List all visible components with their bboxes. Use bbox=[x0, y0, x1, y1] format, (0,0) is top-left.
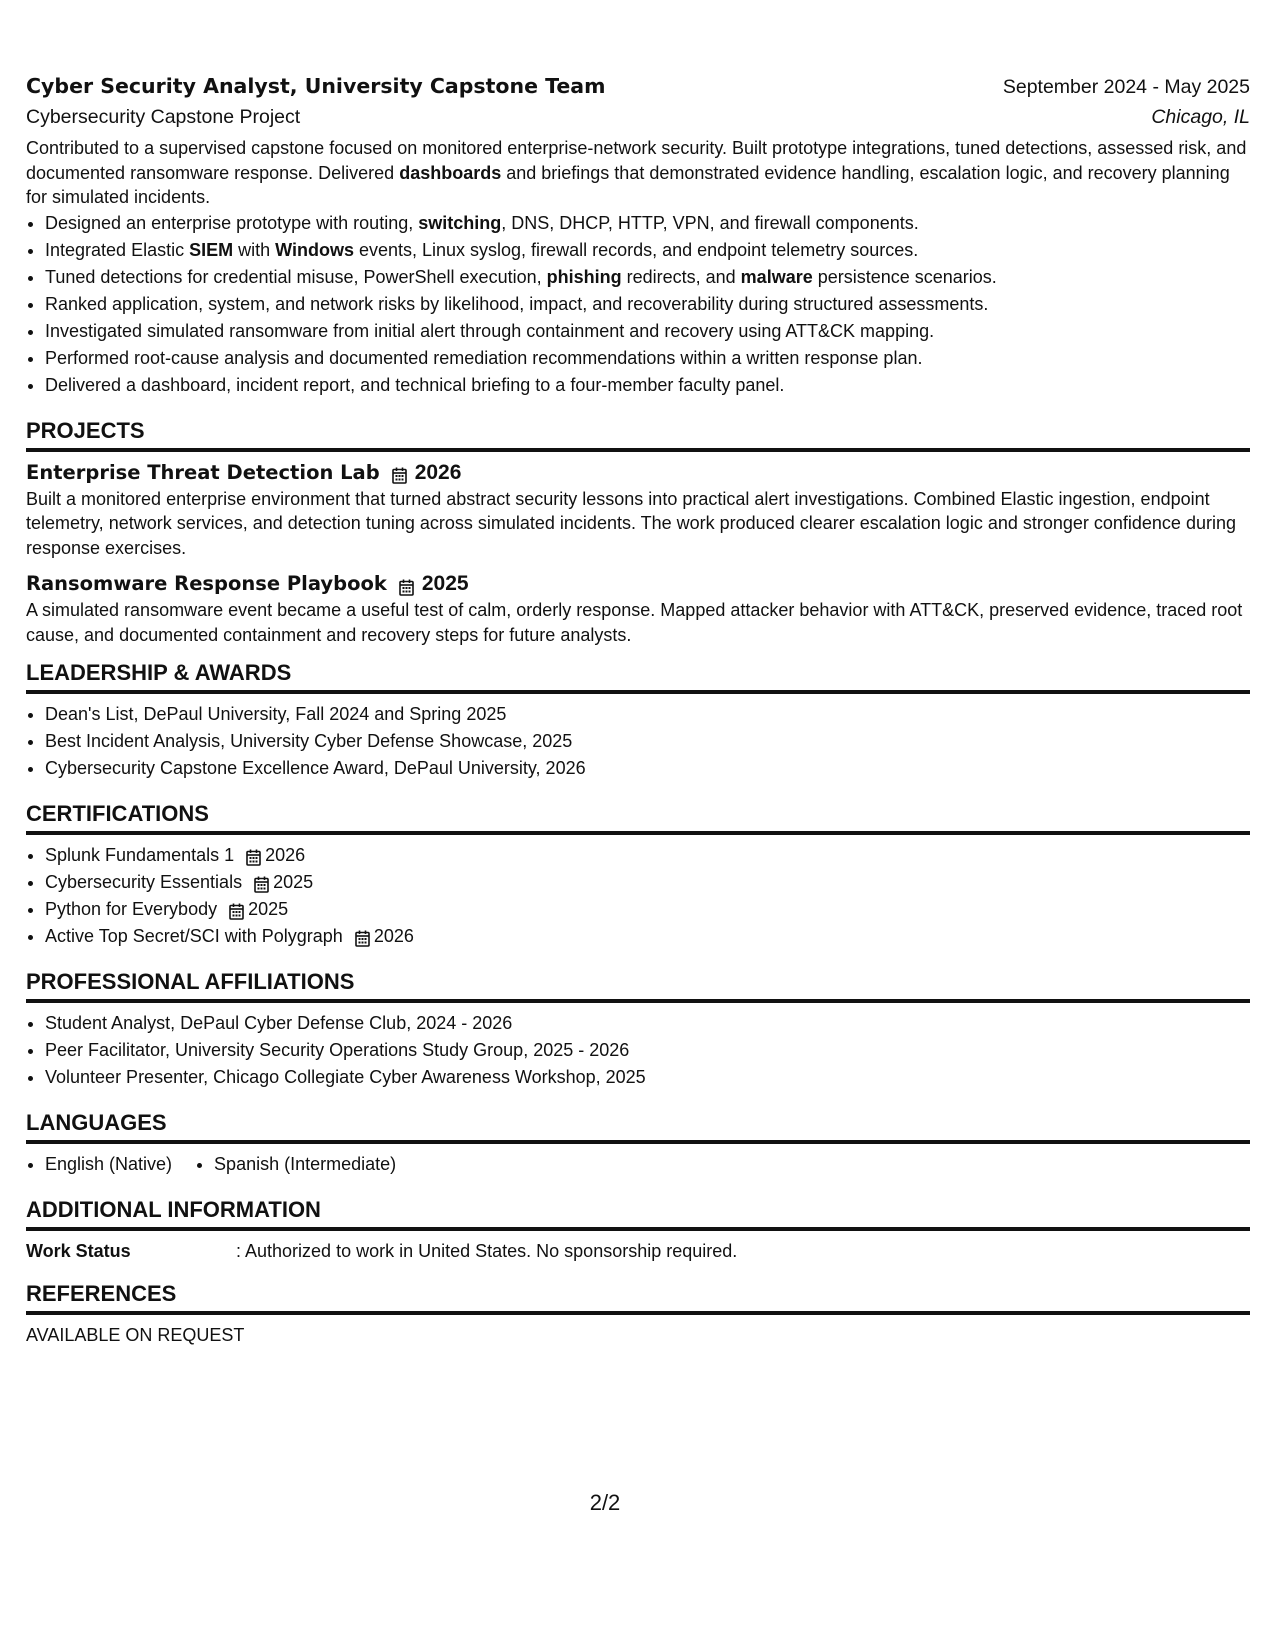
languages-list bbox=[26, 1151, 1250, 1178]
project-description: A simulated ransomware event became a useful test of calm, orderly response. Mapped attacker behavior with ATT&CK, preserved evidence, traced root cause, and documented containment and recovery steps for future analysts. bbox=[26, 600, 1243, 645]
calendar-icon bbox=[229, 901, 244, 918]
job-dates: September 2024 - May 2025 bbox=[1002, 76, 1250, 98]
project-entry bbox=[26, 570, 1250, 647]
list-item: • Cybersecurity Capstone Excellence Award, DePaul University, 2026 bbox=[45, 755, 1250, 782]
project-name: Ransomware Response Playbook bbox=[26, 572, 387, 595]
calendar-icon bbox=[399, 576, 414, 593]
work-status-label: Work Status bbox=[26, 1241, 131, 1261]
experience-subheader bbox=[26, 106, 1250, 129]
list-item: • Designed an enterprise prototype with routing, switching, DNS, DHCP, HTTP, VPN, and firewall components. bbox=[45, 210, 1250, 237]
certifications-section bbox=[26, 800, 1250, 950]
section-heading: LANGUAGES bbox=[26, 1109, 1250, 1144]
leadership-section bbox=[26, 659, 1250, 782]
references-text: AVAILABLE ON REQUEST bbox=[26, 1325, 245, 1345]
list-item: • Best Incident Analysis, University Cyber Defense Showcase, 2025 bbox=[45, 728, 1250, 755]
languages-section bbox=[26, 1109, 1250, 1178]
project-header bbox=[26, 459, 1250, 487]
cert-year: 2026 bbox=[373, 926, 414, 946]
projects-section bbox=[26, 417, 1250, 648]
project-header bbox=[26, 570, 1250, 598]
calendar-icon bbox=[254, 874, 269, 891]
job-subtitle: Cybersecurity Capstone Project bbox=[26, 106, 301, 128]
cert-name: • Splunk Fundamentals 1 bbox=[45, 845, 235, 865]
cert-name: • Active Top Secret/SCI with Polygraph bbox=[45, 926, 343, 946]
cert-year: 2026 bbox=[265, 845, 306, 865]
list-item: • Volunteer Presenter, Chicago Collegiate Cyber Awareness Workshop, 2025 bbox=[45, 1064, 1250, 1091]
cert-name: • Cybersecurity Essentials bbox=[45, 872, 243, 892]
list-item: • Delivered a dashboard, incident report, and technical briefing to a four-member faculty panel. bbox=[45, 372, 1250, 399]
affiliations-section bbox=[26, 968, 1250, 1091]
list-item: • Integrated Elastic SIEM with Windows events, Linux syslog, firewall records, and endpoint telemetry sources. bbox=[45, 237, 1250, 264]
calendar-icon bbox=[355, 928, 370, 945]
job-location: Chicago, IL bbox=[1151, 106, 1250, 128]
summary-text: Contributed to a supervised capstone focused on monitored enterprise-network security. Built prototype integrations, tuned detections, assessed risk, and documented ransomware response. Delivered bbox=[26, 138, 1247, 183]
section-heading: CERTIFICATIONS bbox=[26, 800, 1250, 835]
calendar-icon bbox=[392, 464, 407, 481]
work-status-value: : Authorized to work in United States. No sponsorship required. bbox=[236, 1241, 738, 1261]
project-year: 2025 bbox=[421, 572, 469, 595]
summary-bold: dashboards bbox=[399, 162, 502, 183]
project-name: Enterprise Threat Detection Lab bbox=[26, 460, 380, 484]
list-item: • Performed root-cause analysis and documented remediation recommendations within a written response plan. bbox=[45, 345, 1250, 372]
list-item: • Tuned detections for credential misuse, PowerShell execution, phishing redirects, and malware persistence scenarios. bbox=[45, 264, 1250, 291]
list-item bbox=[45, 842, 1250, 869]
summary-text: and briefings that demonstrated evidence handling, escalation logic, and recovery planning for simulated incidents. bbox=[26, 162, 1230, 207]
list-item bbox=[45, 896, 1250, 923]
cert-year: 2025 bbox=[248, 899, 289, 919]
list-item bbox=[45, 869, 1250, 896]
experience-entry bbox=[26, 74, 1250, 399]
section-heading: REFERENCES bbox=[26, 1280, 1250, 1315]
list-item: • Spanish (Intermediate) bbox=[214, 1151, 396, 1178]
work-status-row bbox=[26, 1238, 1250, 1264]
section-heading: PROJECTS bbox=[26, 417, 1250, 452]
section-heading: LEADERSHIP & AWARDS bbox=[26, 659, 1250, 694]
resume-page bbox=[26, 74, 1250, 1348]
section-heading: PROFESSIONAL AFFILIATIONS bbox=[26, 968, 1250, 1003]
list-item: • Investigated simulated ransomware from initial alert through containment and recovery using ATT&CK mapping. bbox=[45, 318, 1250, 345]
section-heading: ADDITIONAL INFORMATION bbox=[26, 1196, 1250, 1231]
additional-section bbox=[26, 1196, 1250, 1264]
page-number: 2/2 bbox=[589, 1490, 621, 1515]
list-item: • Peer Facilitator, University Security Operations Study Group, 2025 - 2026 bbox=[45, 1037, 1250, 1064]
references-section bbox=[26, 1280, 1250, 1348]
project-description: Built a monitored enterprise environment that turned abstract security lessons into practical alert investigations. Combined Elastic ingestion, endpoint telemetry, network services, and detection tuning across simulated incidents. The work produced clearer escalation logic and stronger confidence during response exercises. bbox=[26, 488, 1236, 558]
project-entry bbox=[26, 459, 1250, 561]
awards-list bbox=[26, 701, 1250, 782]
list-item: • Ranked application, system, and network risks by likelihood, impact, and recoverability during structured assessments. bbox=[45, 291, 1250, 318]
cert-name: • Python for Everybody bbox=[45, 899, 218, 919]
job-title: Cyber Security Analyst, University Capstone Team bbox=[26, 74, 606, 98]
list-item: • Dean's List, DePaul University, Fall 2024 and Spring 2025 bbox=[45, 701, 1250, 728]
cert-year: 2025 bbox=[273, 872, 314, 892]
project-year: 2026 bbox=[414, 460, 462, 484]
list-item: • Student Analyst, DePaul Cyber Defense Club, 2024 - 2026 bbox=[45, 1010, 1250, 1037]
list-item bbox=[45, 923, 1250, 950]
experience-header bbox=[26, 74, 1250, 99]
calendar-icon bbox=[246, 847, 261, 864]
certifications-list bbox=[26, 842, 1250, 950]
job-summary bbox=[26, 136, 1250, 210]
list-item: • English (Native) bbox=[45, 1151, 172, 1178]
job-bullets bbox=[26, 210, 1250, 399]
affiliations-list bbox=[26, 1010, 1250, 1091]
